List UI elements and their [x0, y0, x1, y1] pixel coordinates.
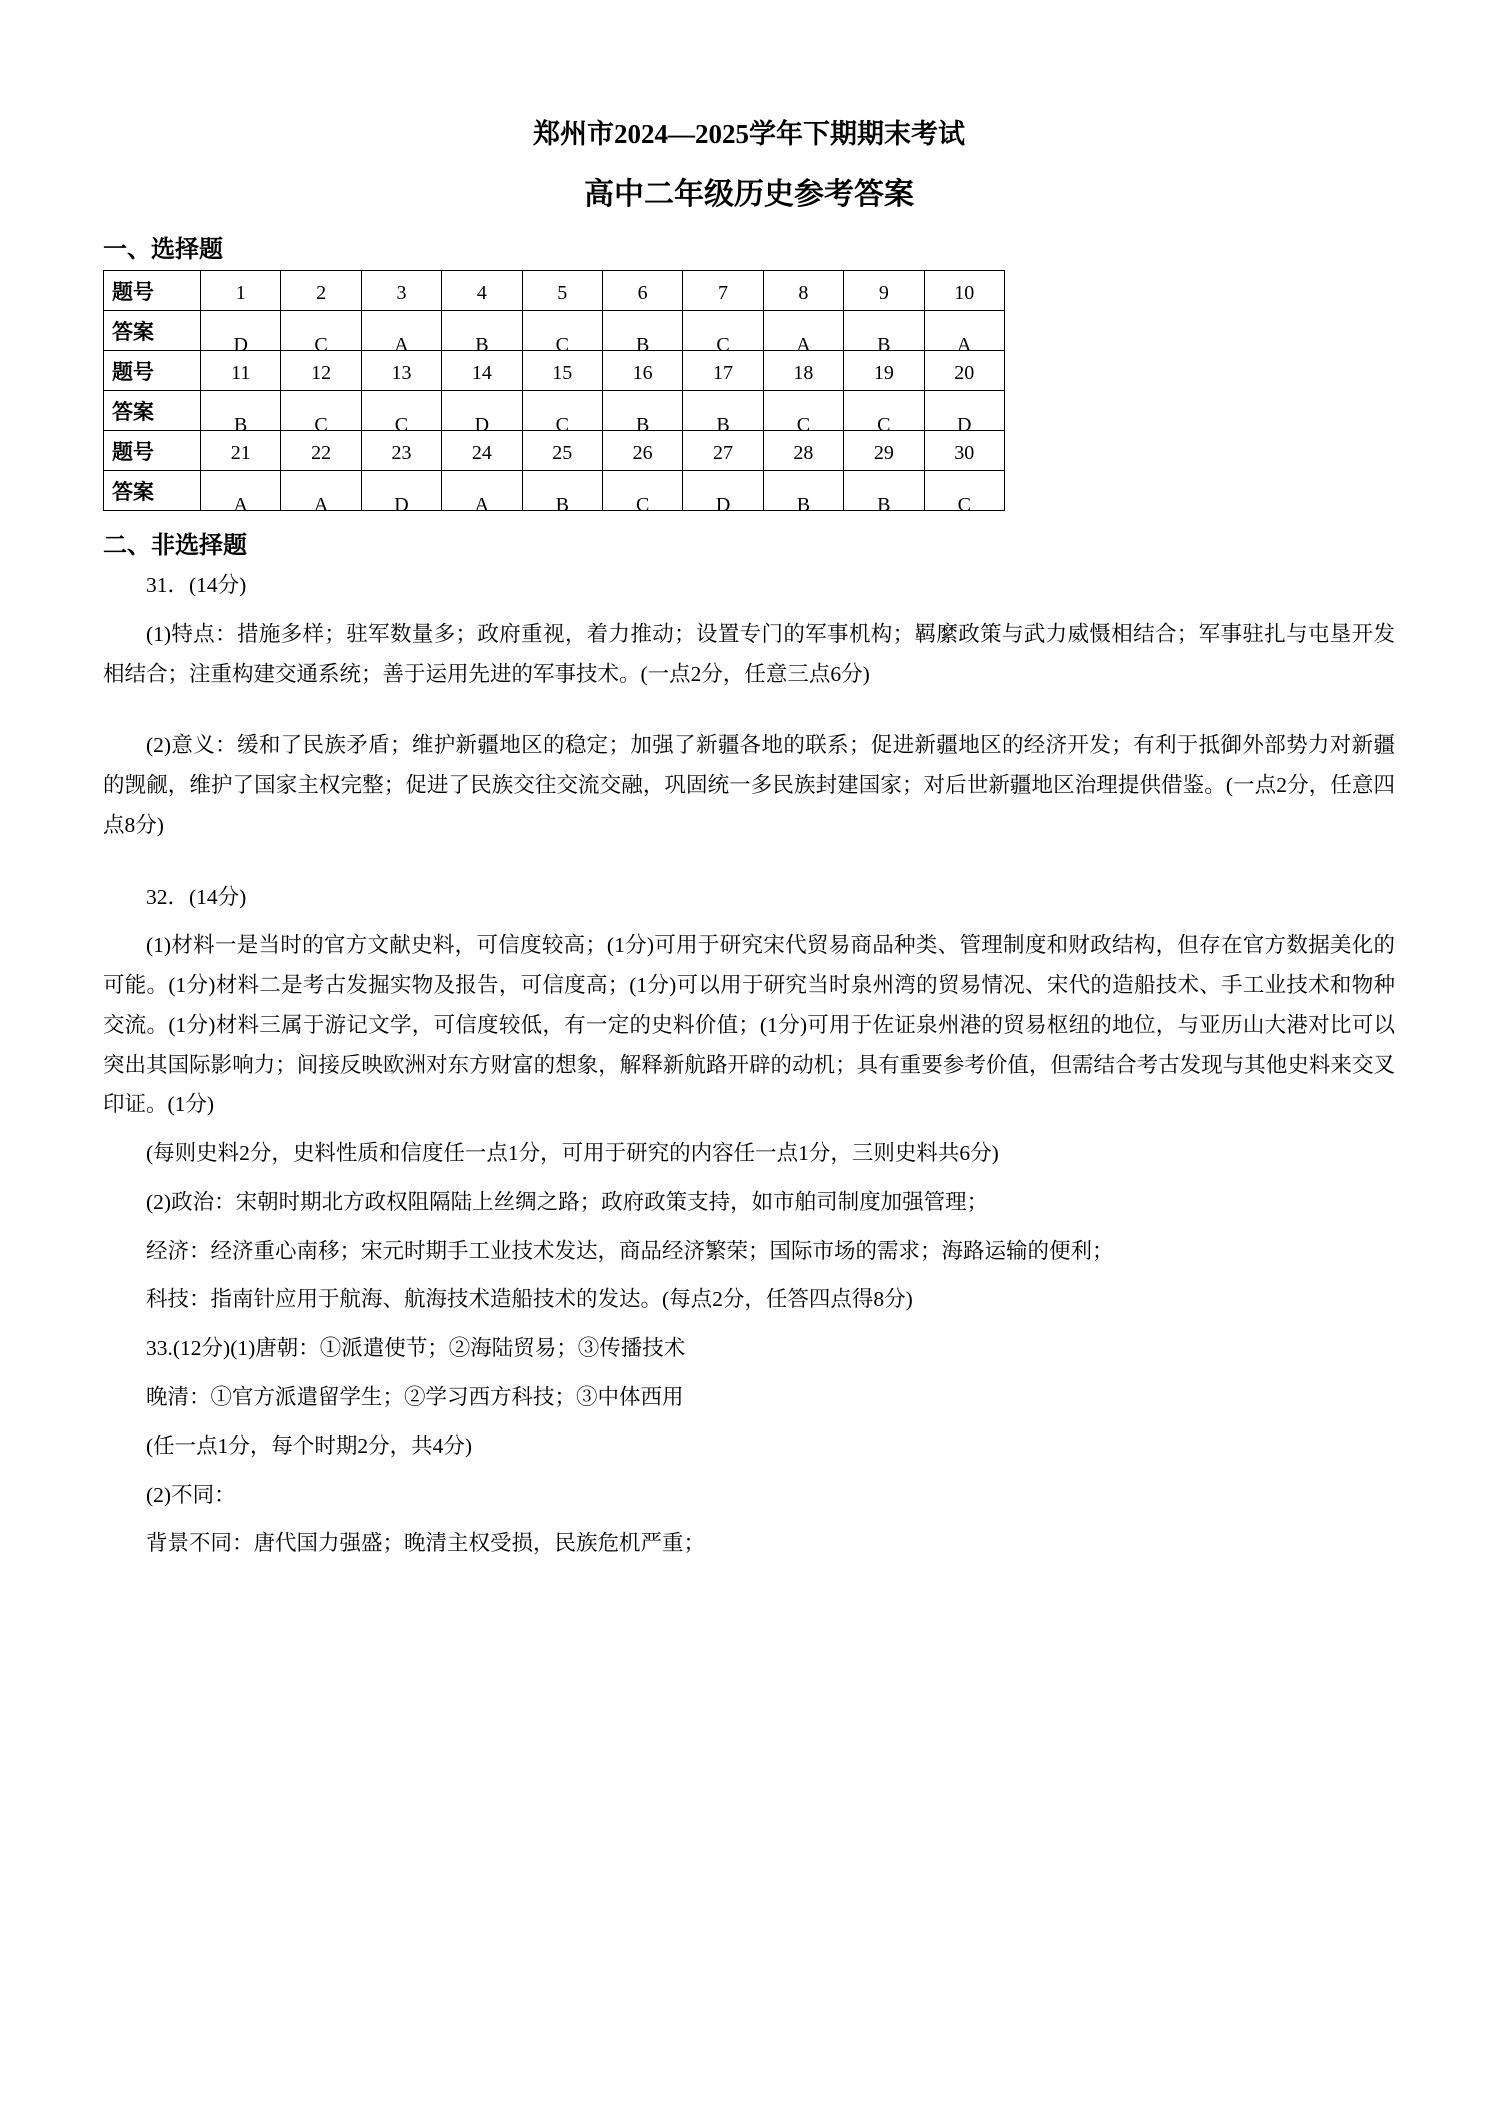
answer-letter: C — [957, 494, 971, 516]
row-label: 题号 — [104, 351, 201, 391]
answer-cell — [602, 391, 682, 436]
answer-cell — [281, 311, 361, 356]
answer-letter: A — [313, 494, 329, 516]
question-number: 9 — [878, 282, 889, 304]
row-label: 答案 — [104, 471, 201, 511]
question-number-cell — [844, 351, 924, 391]
answer-paragraph: 33.(12分)(1)唐朝：①派遣使节；②海陆贸易；③传播技术 — [146, 1336, 686, 1361]
answer-cell — [924, 391, 1004, 436]
row-label: 答案 — [104, 391, 201, 431]
question-number-cell — [361, 431, 441, 471]
answer-letter: B — [234, 414, 248, 436]
answer-paragraph: (2)意义：缓和了民族矛盾；维护新疆地区的稳定；加强了新疆各地的联系；促进新疆地区的经济开发；有利于抵御外部势力对新疆的觊觎，维护了国家主权完整；促进了民族交往交流交融，巩固统一多民族封建国家；对后世新疆地区治理提供借鉴。(一点2分，任意四点8分) — [103, 733, 1395, 837]
question-number-cell — [361, 351, 441, 391]
answer-letter: C — [555, 414, 569, 436]
answer-paragraph: 科技：指南针应用于航海、航海技术造船技术的发达。(每点2分，任答四点得8分) — [146, 1287, 913, 1312]
question-number-cell — [683, 351, 763, 391]
answer-cell — [924, 311, 1004, 356]
answer-cell — [763, 391, 843, 436]
answer-letter: B — [475, 334, 489, 356]
answer-letter: C — [877, 414, 891, 436]
question-number-cell — [763, 431, 843, 471]
question-number-cell — [201, 431, 281, 471]
answer-cell — [281, 391, 361, 436]
question-number-cell — [201, 351, 281, 391]
question-number: 15 — [552, 362, 573, 384]
section-heading-multiple-choice: 一、选择题 — [103, 236, 223, 263]
document-subtitle: 高中二年级历史参考答案 — [584, 178, 914, 211]
question-number: 3 — [396, 282, 407, 304]
answer-cell — [683, 471, 763, 516]
question-number-cell — [522, 431, 602, 471]
answer-letter: C — [635, 494, 650, 516]
answer-cell — [201, 471, 281, 516]
answer-row — [104, 391, 1005, 431]
question-number-row — [104, 431, 1005, 471]
question-number: 13 — [391, 362, 412, 384]
answer-cell — [522, 311, 602, 356]
answer-letter: C — [796, 414, 811, 436]
question-number: 5 — [557, 282, 568, 304]
answer-letter: B — [796, 494, 811, 516]
question-number-cell — [201, 271, 281, 311]
answer-letter: B — [635, 414, 650, 436]
answer-cell — [442, 311, 522, 356]
answer-cell — [683, 311, 763, 356]
question-number: 6 — [637, 282, 648, 304]
answer-cell — [683, 391, 763, 436]
essay-answer-section — [103, 566, 1395, 1564]
question-number-cell — [442, 271, 522, 311]
question-number-cell — [924, 271, 1004, 311]
question-number: 1 — [235, 282, 246, 304]
question-number-cell — [281, 431, 361, 471]
question-number-cell — [602, 431, 682, 471]
question-number: 16 — [632, 362, 653, 384]
answer-letter: D — [957, 414, 972, 436]
question-number-cell — [763, 351, 843, 391]
question-number-cell — [844, 431, 924, 471]
row-label: 答案 — [104, 311, 201, 351]
answer-cell — [442, 391, 522, 436]
question-number: 23 — [391, 442, 412, 464]
question-number-cell — [844, 271, 924, 311]
question-number: 20 — [954, 362, 975, 384]
answer-letter: B — [877, 494, 891, 516]
answer-letter: A — [233, 494, 248, 516]
answer-cell — [602, 311, 682, 356]
question-number: 25 — [552, 442, 573, 464]
answer-letter: D — [474, 414, 490, 436]
row-label: 题号 — [104, 431, 201, 471]
question-number-cell — [683, 271, 763, 311]
question-number: 30 — [954, 442, 975, 464]
answer-row — [104, 311, 1005, 351]
answer-letter: C — [394, 414, 409, 436]
question-number-cell — [602, 351, 682, 391]
answer-cell — [361, 391, 441, 436]
answer-letter: D — [233, 334, 248, 356]
answer-paragraph: 31．(14分) — [146, 573, 247, 597]
answer-letter: A — [394, 334, 409, 356]
answer-letter: D — [715, 494, 731, 516]
answer-paragraph: 背景不同：唐代国力强盛；晚清主权受损，民族危机严重； — [146, 1531, 706, 1556]
answer-paragraph: (1)材料一是当时的官方文献史料，可信度较高；(1分)可用于研究宋代贸易商品种类、管理制度和财政结构，但存在官方数据美化的可能。(1分)材料二是考古发掘实物及报告，可信度高；(1分)可以用于研究当时泉州湾的贸易情况、宋代的造船技术、手工业技术和物种交流。(1分)材料三属于游记文学，可信度较低，有一定的史料价值；(1分)可用于佐证泉州港的贸易枢纽的地位，与亚历山大港对比可以突出其国际影响力；间接反映欧洲对东方财富的想象，解释新航路开辟的动机；具有重要参考价值，但需结合考古发现与其他史料来交叉印证。(1分) — [103, 933, 1395, 1117]
question-number: 14 — [471, 362, 492, 384]
answer-letter: C — [716, 334, 730, 356]
multiple-choice-answer-table — [103, 270, 1005, 516]
answer-cell — [442, 471, 522, 516]
answer-cell — [763, 311, 843, 356]
question-number-cell — [683, 431, 763, 471]
answer-cell — [201, 311, 281, 356]
answer-cell — [844, 311, 924, 356]
question-number: 7 — [718, 282, 729, 304]
document-title: 郑州市2024—2025学年下期期末考试 — [533, 119, 965, 149]
question-number: 11 — [231, 362, 251, 384]
answer-letter: C — [555, 334, 569, 356]
answer-paragraph: (每则史料2分，史料性质和信度任一点1分，可用于研究的内容任一点1分，三则史料共6分) — [146, 1141, 999, 1166]
answer-cell — [844, 471, 924, 516]
question-number: 10 — [954, 282, 975, 304]
answer-letter: D — [394, 494, 409, 516]
question-number-row — [104, 271, 1005, 311]
question-number-cell — [522, 351, 602, 391]
answer-paragraph: (任一点1分，每个时期2分，共4分) — [146, 1433, 473, 1458]
question-number-cell — [442, 351, 522, 391]
answer-letter: B — [635, 334, 650, 356]
question-number: 24 — [471, 442, 492, 464]
answer-cell — [361, 471, 441, 516]
question-number: 22 — [311, 442, 332, 464]
answer-letter: B — [877, 334, 891, 356]
answer-paragraph: 经济：经济重心南移；宋元时期手工业技术发达，商品经济繁荣；国际市场的需求；海路运输的便利； — [146, 1238, 1114, 1263]
answer-cell — [844, 391, 924, 436]
question-number-cell — [281, 351, 361, 391]
question-number-cell — [361, 271, 441, 311]
question-number: 28 — [793, 442, 814, 464]
answer-paragraph: 32．(14分) — [146, 884, 247, 909]
answer-paragraph: (1)特点：措施多样；驻军数量多；政府重视，着力推动；设置专门的军事机构；羁縻政策与武力威慑相结合；军事驻扎与屯垦开发相结合；注重构建交通系统；善于运用先进的军事技术。(一点2分，任意三点6分) — [103, 621, 1395, 686]
answer-letter: C — [314, 414, 328, 436]
answer-paragraph: 晚清：①官方派遣留学生；②学习西方科技；③中体西用 — [146, 1385, 684, 1410]
answer-cell — [602, 471, 682, 516]
question-number-row — [104, 351, 1005, 391]
question-number-cell — [522, 271, 602, 311]
answer-cell — [522, 391, 602, 436]
answer-cell — [201, 391, 281, 436]
answer-letter: B — [716, 414, 730, 436]
answer-letter: A — [796, 334, 811, 356]
question-number: 12 — [311, 362, 332, 384]
question-number: 21 — [230, 442, 251, 464]
section-heading-non-choice: 二、非选择题 — [103, 532, 247, 559]
question-number-cell — [602, 271, 682, 311]
question-number-cell — [281, 271, 361, 311]
question-number: 19 — [873, 362, 894, 384]
question-number: 29 — [873, 442, 894, 464]
question-number: 27 — [713, 442, 734, 464]
answer-letter: A — [957, 334, 972, 356]
question-number: 17 — [713, 362, 734, 384]
question-number: 26 — [632, 442, 653, 464]
answer-cell — [361, 311, 441, 356]
question-number: 18 — [793, 362, 814, 384]
question-number: 2 — [316, 282, 327, 304]
question-number-cell — [763, 271, 843, 311]
answer-paragraph: (2)政治：宋朝时期北方政权阻隔陆上丝绸之路；政府政策支持，如市舶司制度加强管理； — [146, 1189, 989, 1214]
question-number-cell — [924, 431, 1004, 471]
answer-row — [104, 471, 1005, 511]
answer-cell — [763, 471, 843, 516]
question-number-cell — [924, 351, 1004, 391]
answer-cell — [281, 471, 361, 516]
question-number-cell — [442, 431, 522, 471]
question-number: 8 — [798, 282, 809, 304]
answer-paragraph: (2)不同： — [146, 1482, 236, 1507]
answer-cell — [522, 471, 602, 516]
answer-letter: C — [314, 334, 328, 356]
question-number: 4 — [476, 282, 487, 304]
answer-letter: B — [555, 494, 569, 516]
answer-cell — [924, 471, 1004, 516]
answer-letter: A — [474, 494, 490, 516]
row-label: 题号 — [104, 271, 201, 311]
